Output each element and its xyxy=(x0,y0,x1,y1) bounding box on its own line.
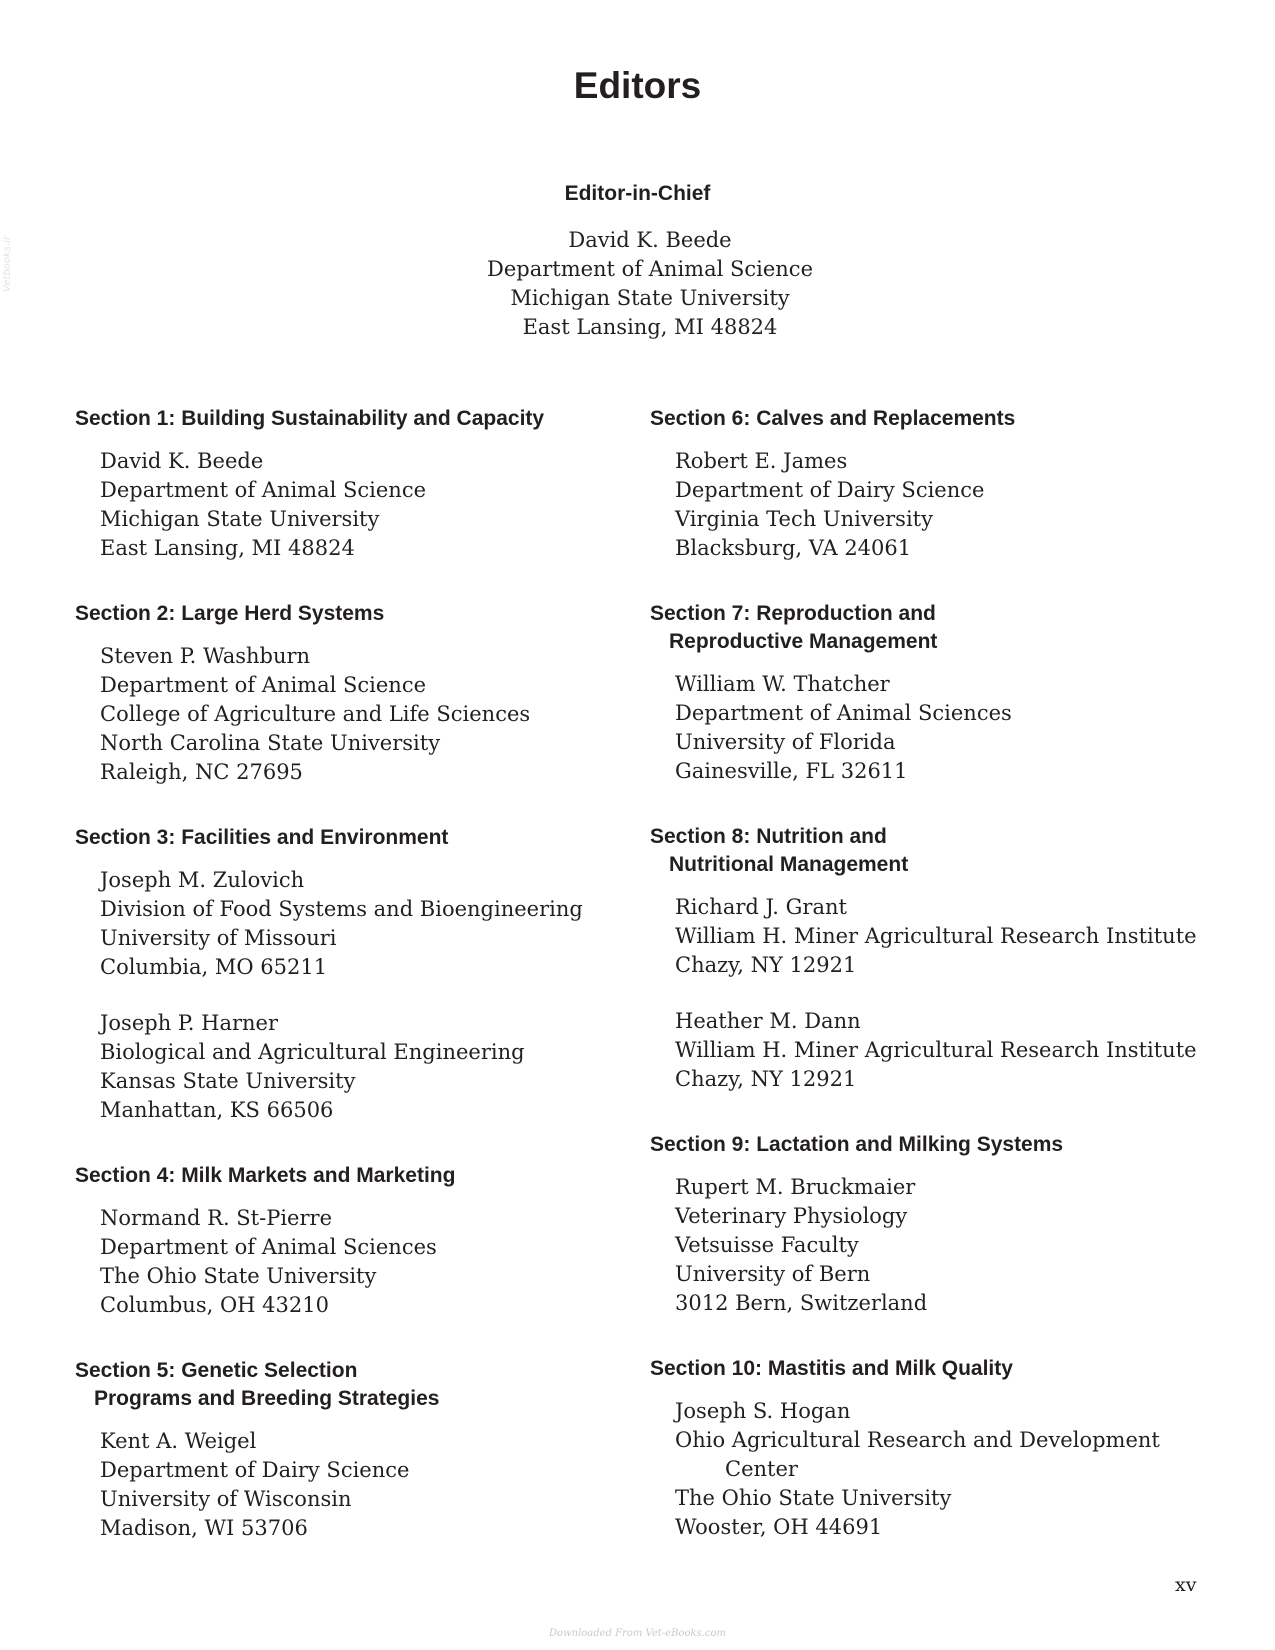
editor-entry xyxy=(675,1007,1230,1094)
editor-affiliation-line: Chazy, NY 12921 xyxy=(675,1067,857,1091)
editor-address: East Lansing, MI 48824 xyxy=(522,315,778,339)
editor-section xyxy=(650,1355,1230,1542)
section-title xyxy=(75,824,635,852)
section-gap xyxy=(75,563,635,600)
editor-entry xyxy=(100,1427,635,1543)
editor-affiliation-line: Gainesville, FL 32611 xyxy=(675,759,908,783)
editor-affiliation-line: Michigan State University xyxy=(100,507,380,531)
section-gap xyxy=(650,1318,1230,1355)
section-gap xyxy=(650,1094,1230,1131)
editor-affiliation-line: Department of Animal Sciences xyxy=(675,701,1012,725)
section-title xyxy=(650,600,1230,656)
editor-affiliation-line: Division of Food Systems and Bioengineering xyxy=(100,897,583,921)
editor-affiliation-line: Center xyxy=(725,1457,798,1481)
editor-name: Robert E. James xyxy=(675,449,848,473)
editor-affiliation-line: Chazy, NY 12921 xyxy=(675,953,857,977)
editor-entry xyxy=(100,642,635,787)
editor-affiliation-line: 3012 Bern, Switzerland xyxy=(675,1291,928,1315)
editor-affiliation-line: William H. Miner Agricultural Research Institute xyxy=(675,924,1197,948)
editor-name: Joseph M. Zulovich xyxy=(100,868,305,892)
section-title-line: Section 10: Mastitis and Milk Quality xyxy=(650,1357,1013,1380)
editor-affiliation-line: Raleigh, NC 27695 xyxy=(100,760,303,784)
editor-in-chief-block xyxy=(0,226,1275,342)
section-title-line: Section 5: Genetic Selection xyxy=(75,1359,358,1382)
page-title: Editors xyxy=(573,65,702,106)
editor-affiliation-line: Virginia Tech University xyxy=(675,507,933,531)
editor-affiliation-line: University of Missouri xyxy=(100,926,337,950)
section-title xyxy=(650,1355,1230,1383)
editor-affiliation-line: The Ohio State University xyxy=(675,1486,952,1510)
editor-name: Richard J. Grant xyxy=(675,895,847,919)
editor-name: David K. Beede xyxy=(100,449,264,473)
section-title-line: Section 4: Milk Markets and Marketing xyxy=(75,1164,456,1187)
editor-affiliation-line: Wooster, OH 44691 xyxy=(675,1515,883,1539)
editor-affiliation-line: University of Florida xyxy=(675,730,896,754)
editor-affiliation-line: University of Bern xyxy=(675,1262,871,1286)
editor-name: Kent A. Weigel xyxy=(100,1429,257,1453)
editor-name: Heather M. Dann xyxy=(675,1009,861,1033)
section-title-line: Section 9: Lactation and Milking Systems xyxy=(650,1133,1064,1156)
editor-entry xyxy=(100,447,635,563)
section-title xyxy=(650,405,1230,433)
editor-section xyxy=(650,823,1230,1094)
editor-name: William W. Thatcher xyxy=(675,672,890,696)
editor-affiliation-line: East Lansing, MI 48824 xyxy=(100,536,355,560)
section-title xyxy=(75,1357,635,1413)
editor-affiliation-line: Biological and Agricultural Engineering xyxy=(100,1040,525,1064)
editor-name: Normand R. St-Pierre xyxy=(100,1206,332,1230)
editor-affiliation-line: College of Agriculture and Life Sciences xyxy=(100,702,531,726)
editor-affiliation-line: Ohio Agricultural Research and Development xyxy=(675,1428,1160,1452)
section-title-line: Reproductive Management xyxy=(669,630,938,653)
section-title-line: Nutritional Management xyxy=(669,853,909,876)
editor-section xyxy=(75,405,635,563)
side-watermark: Vetbooks.ir xyxy=(2,236,13,292)
section-title-line: Section 7: Reproduction and xyxy=(650,602,936,625)
section-title-line: Programs and Breeding Strategies xyxy=(94,1387,440,1410)
editor-section xyxy=(650,405,1230,563)
page-number: xv xyxy=(1175,1574,1197,1596)
editor-affiliation-line: North Carolina State University xyxy=(100,731,441,755)
section-gap xyxy=(75,787,635,824)
editor-entry xyxy=(100,1009,635,1125)
section-title xyxy=(75,1162,635,1190)
editor-section xyxy=(650,600,1230,786)
editor-section xyxy=(75,824,635,1125)
editor-entry xyxy=(675,670,1230,786)
editor-affiliation-line: Department of Animal Science xyxy=(100,478,427,502)
editor-entry xyxy=(100,1204,635,1320)
editor-section xyxy=(75,1357,635,1543)
editor-name: Joseph P. Harner xyxy=(100,1011,278,1035)
editor-name: Steven P. Washburn xyxy=(100,644,311,668)
editor-name: Joseph S. Hogan xyxy=(675,1399,851,1423)
editor-affiliation-line: Department of Animal Science xyxy=(100,673,427,697)
editor-affiliation-line: Madison, WI 53706 xyxy=(100,1516,308,1540)
editor-entry xyxy=(100,866,635,982)
editor-affiliation-line: Vetsuisse Faculty xyxy=(675,1233,859,1257)
editor-affiliation-line: Manhattan, KS 66506 xyxy=(100,1098,334,1122)
editor-section xyxy=(75,600,635,787)
editor-affiliation-line: Veterinary Physiology xyxy=(675,1204,908,1228)
editor-affiliation-line: Department of Dairy Science xyxy=(100,1458,410,1482)
section-title xyxy=(75,600,635,628)
section-title-line: Section 1: Building Sustainability and Capacity xyxy=(75,407,545,430)
editor-section xyxy=(75,1162,635,1320)
section-gap xyxy=(650,563,1230,600)
section-gap xyxy=(650,786,1230,823)
editor-in-chief-heading: Editor-in-Chief xyxy=(564,182,711,205)
section-gap xyxy=(75,1125,635,1162)
editor-name: Rupert M. Bruckmaier xyxy=(675,1175,916,1199)
editor-affiliation-line: Columbia, MO 65211 xyxy=(100,955,328,979)
editor-entry xyxy=(675,447,1230,563)
editor-name: David K. Beede xyxy=(568,228,732,252)
section-title xyxy=(650,823,1230,879)
editor-entry xyxy=(675,1173,1230,1318)
editor-entry xyxy=(675,893,1230,980)
editor-affiliation-line: Department of Animal Sciences xyxy=(100,1235,437,1259)
editor-affiliation-line: Kansas State University xyxy=(100,1069,356,1093)
section-title-line: Section 8: Nutrition and xyxy=(650,825,887,848)
editor-affiliation-line: Columbus, OH 43210 xyxy=(100,1293,329,1317)
editor-affiliation-line: Department of Dairy Science xyxy=(675,478,985,502)
section-title xyxy=(75,405,635,433)
editor-affiliation-line: William H. Miner Agricultural Research Institute xyxy=(675,1038,1197,1062)
editor-section xyxy=(650,1131,1230,1318)
section-title xyxy=(650,1131,1230,1159)
section-title-line: Section 6: Calves and Replacements xyxy=(650,407,1016,430)
footer-watermark: Downloaded From Vet-eBooks.com xyxy=(549,1628,726,1639)
editor-entry xyxy=(675,1397,1230,1542)
editor-affiliation-line: University of Wisconsin xyxy=(100,1487,352,1511)
section-title-line: Section 2: Large Herd Systems xyxy=(75,602,385,625)
right-column xyxy=(650,405,1230,1542)
editor-affiliation: Michigan State University xyxy=(510,286,790,310)
left-column xyxy=(75,405,635,1543)
editor-affiliation-line: Blacksburg, VA 24061 xyxy=(675,536,912,560)
editor-affiliation: Department of Animal Science xyxy=(486,257,813,281)
editor-affiliation-line: The Ohio State University xyxy=(100,1264,377,1288)
section-title-line: Section 3: Facilities and Environment xyxy=(75,826,449,849)
section-gap xyxy=(75,1320,635,1357)
